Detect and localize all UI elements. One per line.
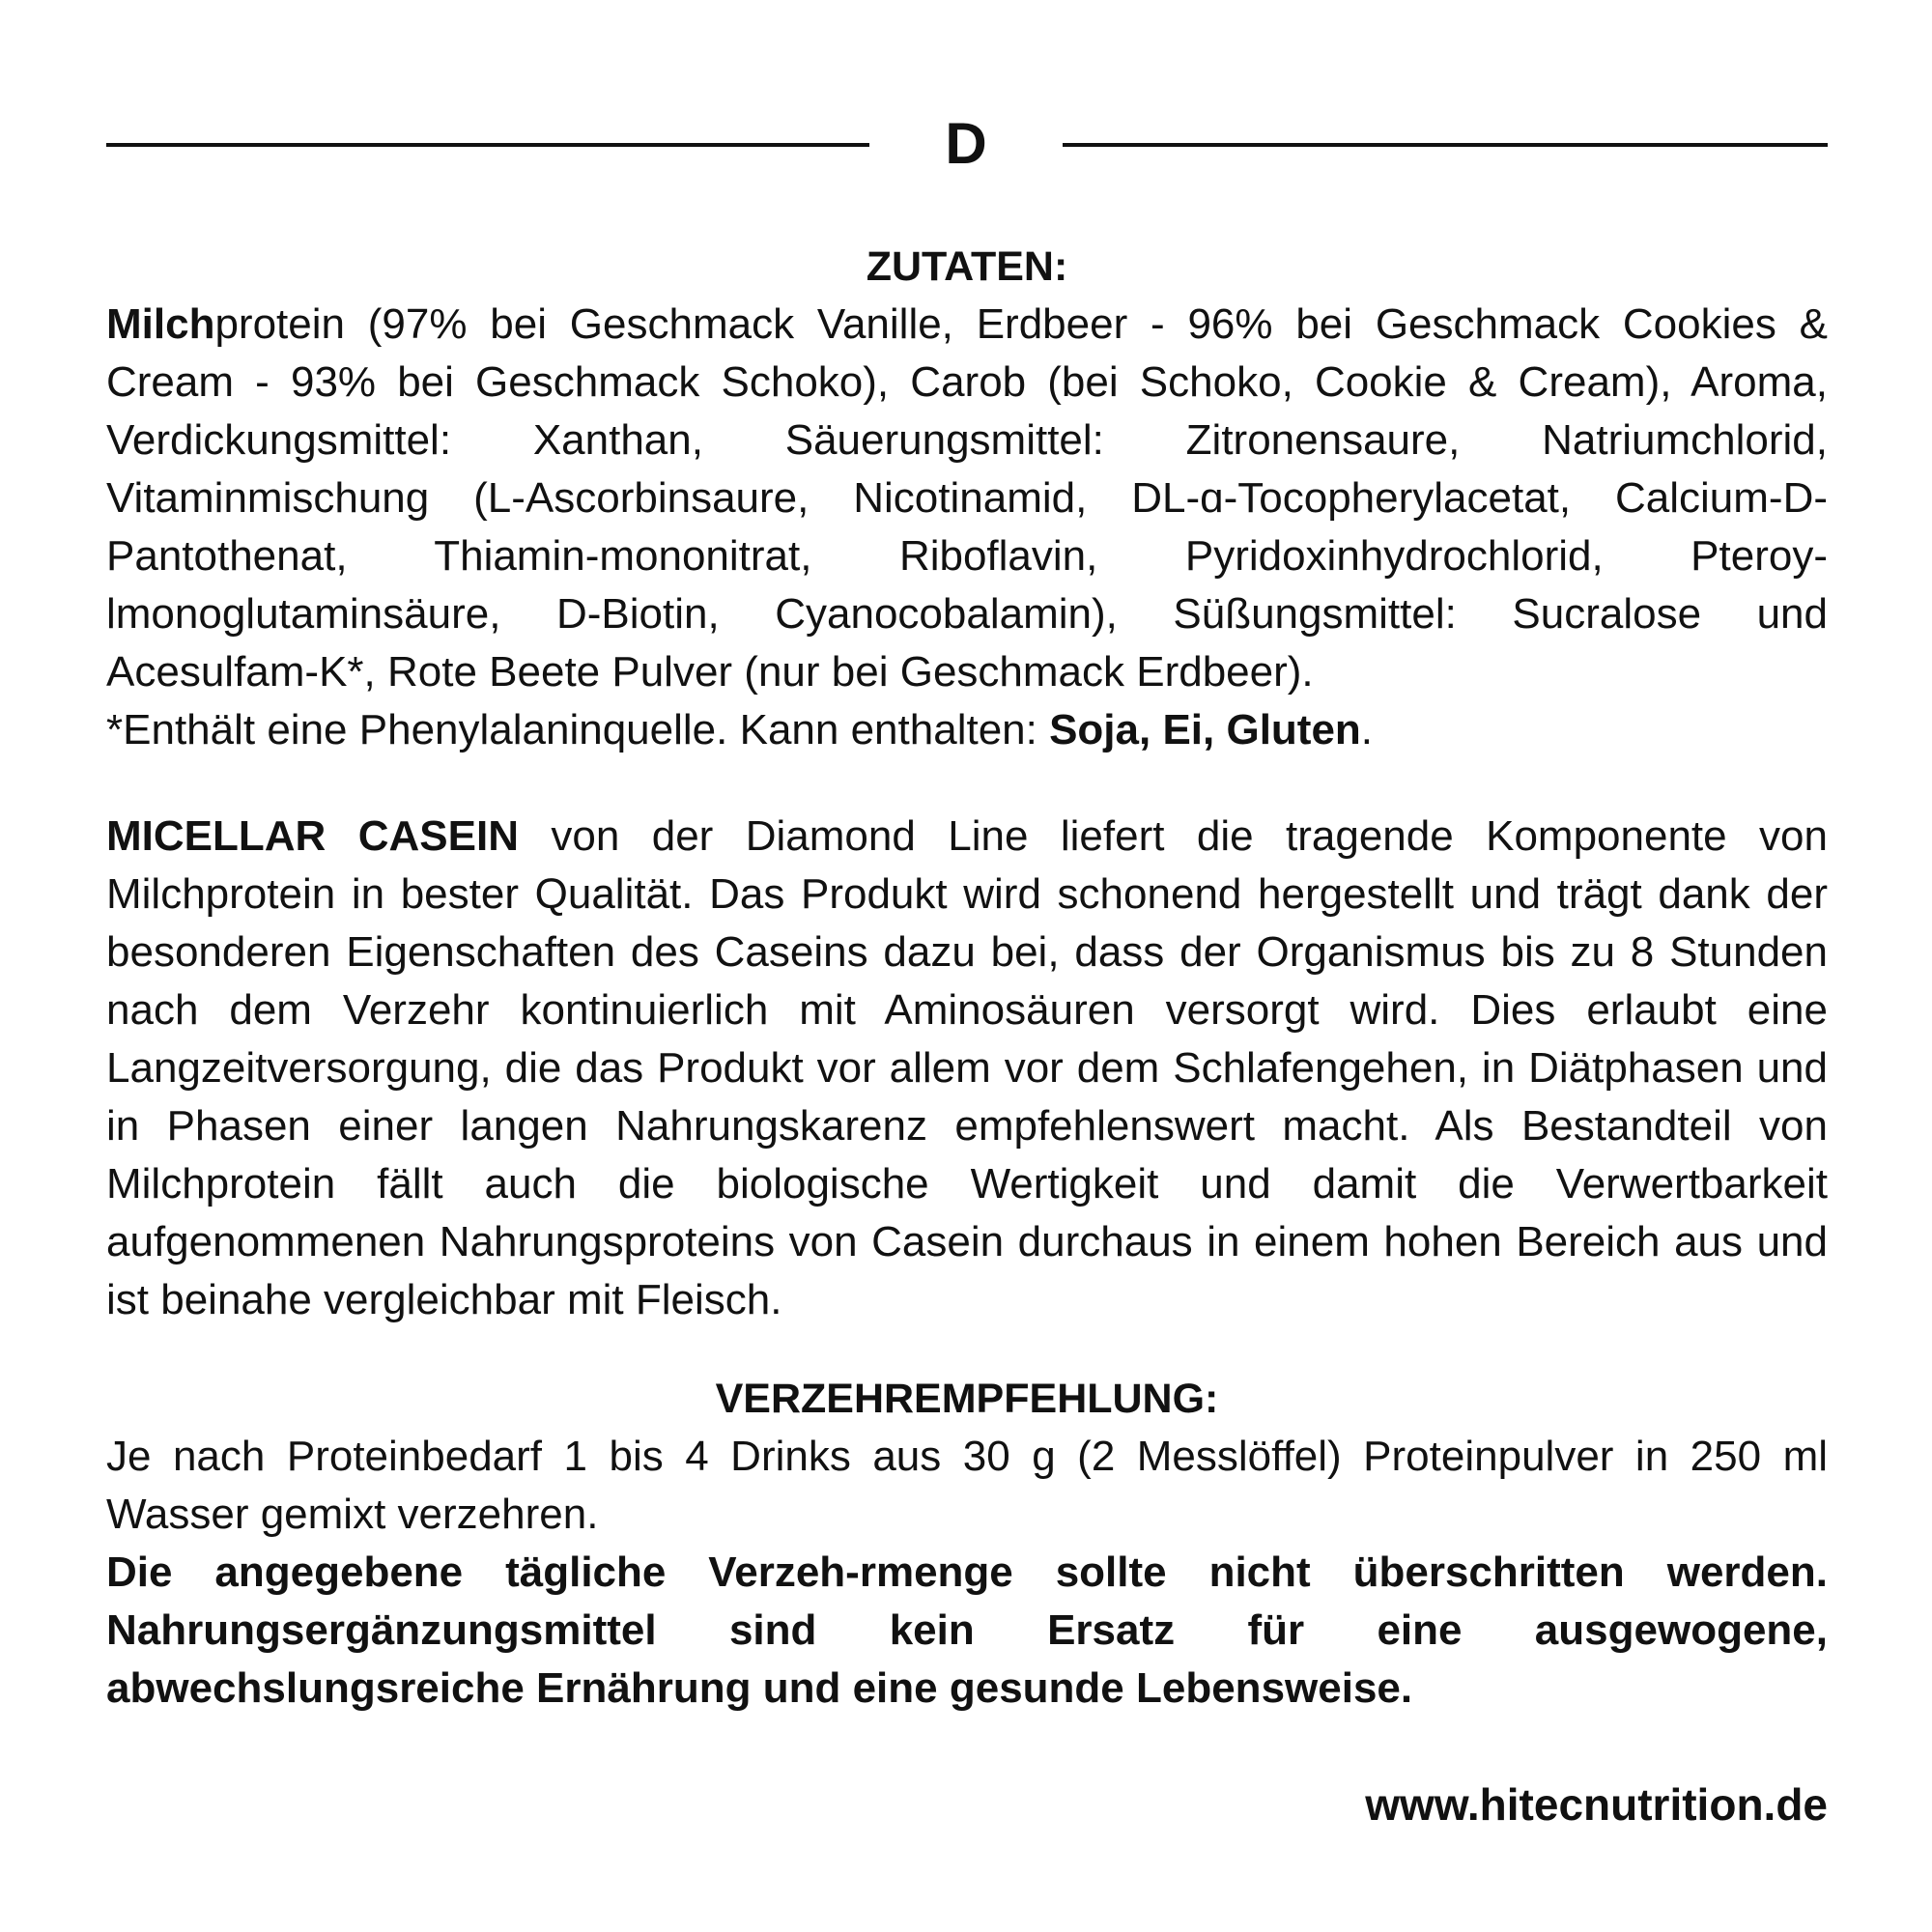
header-rule-left	[106, 143, 869, 147]
language-header	[106, 104, 1828, 184]
allergen-note-suffix: .	[1360, 706, 1374, 753]
ingredients-section	[106, 238, 1828, 759]
description-text	[106, 808, 1828, 1329]
usage-text: Je nach Proteinbedarf 1 bis 4 Drinks aus 30 g (2 Messlöffel) Proteinpulver in 250 ml Wasser gemixt verzehren.	[106, 1433, 1828, 1538]
product-name: MICELLAR CASEIN	[106, 812, 519, 860]
language-code: D	[945, 111, 987, 176]
header-rule-right	[1063, 143, 1828, 147]
usage-section	[106, 1370, 1828, 1718]
allergens: Soja, Ei, Gluten	[1049, 706, 1361, 753]
ingredients-lead-bold: Milch	[106, 300, 215, 348]
allergen-note	[106, 701, 1828, 759]
ingredients-title: ZUTATEN:	[866, 243, 1068, 290]
description-section	[106, 808, 1828, 1329]
ingredients-body: protein (97% bei Geschmack Vanille, Erdbeer - 96% bei Geschmack Cookies & Cream - 93% bei Geschmack Schoko), Carob (bei Schoko, Cookie & Cream), Aroma, Verdickungsmittel: Xanthan, Säuerungsmittel: Zitronensaure, Natriumchlorid, Vitaminmischung (L-Ascorbinsaure, Nicotinamid, DL-ɑ-Tocopherylacetat, Calcium-D-Pantothenat, Thiamin-mononitrat, Riboflavin, Pyridoxinhydrochlorid, Pteroy-lmonoglutaminsäure, D-Biotin, Cyanocobalamin), Süßungsmittel: Sucralose und Acesulfam-K*, Rote Beete Pulver (nur bei Geschmack Erdbeer).	[106, 300, 1828, 696]
description-body: von der Diamond Line liefert die tragende Komponente von Milchprotein in bester Qualität. Das Produkt wird schonend hergestellt und trägt dank der besonderen Eigenschaften des Caseins dazu bei, dass der Organismus bis zu 8 Stunden nach dem Verzehr kontinuierlich mit Aminosäuren versorgt wird. Dies erlaubt eine Langzeitversorgung, die das Produkt vor allem vor dem Schlafengehen, in Diätphasen und in Phasen einer langen Nahrungskarenz empfehlenswert macht. Als Bestandteil von Milchprotein fällt auch die biologische Wertigkeit und damit die Verwertbarkeit aufgenommenen Nahrungsproteins von Casein durchaus in einem hohen Bereich aus und ist beinahe vergleichbar mit Fleisch.	[106, 812, 1828, 1323]
ingredients-text	[106, 296, 1828, 701]
label-page	[106, 0, 1828, 1932]
usage-warning: Die angegebene tägliche Verzeh-rmenge sollte nicht überschritten werden. Nahrungsergänzungsmittel sind kein Ersatz für eine ausgewogene, abwechslungsreiche Ernährung und eine gesunde Lebensweise.	[106, 1548, 1828, 1712]
allergen-note-prefix: *Enthält eine Phenylalaninquelle. Kann enthalten:	[106, 706, 1050, 753]
usage-title: VERZEHREMPFEHLUNG:	[715, 1376, 1219, 1422]
website-link[interactable]: www.hitecnutrition.de	[1365, 1779, 1828, 1830]
